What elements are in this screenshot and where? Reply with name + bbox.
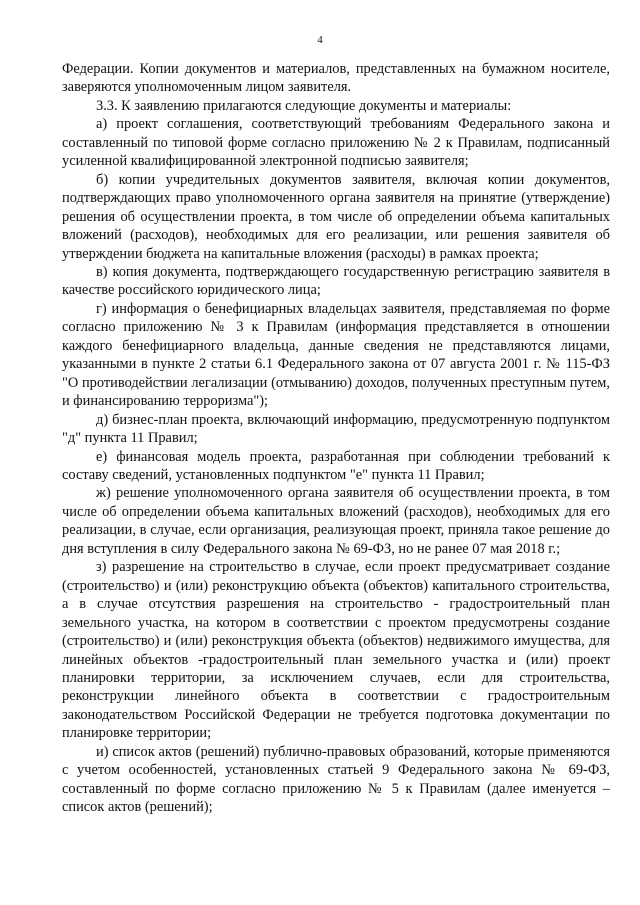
paragraph: Федерации. Копии документов и материалов, представленных на бумажном носителе, заверяются уполномоченным лицом заявителя. (62, 61, 610, 96)
paragraph: б) копии учредительных документов заявителя, включая копии документов, подтверждающих право уполномоченного органа заявителя на принятие (утверждение) решения об осуществлении проекта, в том числе об определении объема капитальных вложений (расходов), необходимых для его реализации, или решения заявителя об утверждении бюджета на капитальные вложения (расходы) в рамках проекта; (62, 171, 610, 262)
paragraph: в) копия документа, подтверждающего государственную регистрацию заявителя в качестве российского юридического лица; (62, 263, 610, 299)
paragraph: и) список актов (решений) публично-правовых образований, которые применяются с учетом особенностей, установленных статьей 9 Федерального закона № 69-ФЗ, составленный по форме согласно приложению № 5 к Правилам (далее именуется – список актов (решений); (62, 743, 610, 816)
paragraph: а) проект соглашения, соответствующий требованиям Федерального закона и составленный по типовой форме согласно приложению № 2 к Правилам, подписанный усиленной квалифицированной электронной подписью заявителя; (62, 116, 610, 170)
paragraph: г) информация о бенефициарных владельцах заявителя, представляемая по форме согласно приложению № 3 к Правилам (информация представляется в отношении каждого бенефициарного владельца, данные сведения не представляются лицами, указанными в пункте 2 статьи 6.1 Федерального закона от 07 августа 2001 г. № 115-ФЗ "О противодействии легализации (отмыванию) доходов, полученных преступным путем, и финансированию терроризма"); (62, 300, 610, 410)
paragraph: е) финансовая модель проекта, разработанная при соблюдении требований к составу сведений, установленных подпунктом "е" пункта 11 Правил; (62, 448, 610, 483)
paragraph: д) бизнес-план проекта, включающий информацию, предусмотренную подпунктом "д" пункта 11 Правил; (62, 411, 610, 447)
paragraph: 3.3. К заявлению прилагаются следующие документы и материалы: (96, 97, 512, 114)
paragraph: з) разрешение на строительство в случае, если проект предусматривает создание (строительство) и (или) реконструкцию объекта (объектов) капитального строительства, а в случае отсутствия разрешения на строительство - градостроительный план земельного участка, на котором в соответствии с проектом предусмотрены создание (строительство) и (или) реконструкция объекта (объектов) недвижимого имущества, для линейных объектов -градостроительный план земельного участка и (или) проект планировки территории, за исключением случаев, если для строительства, реконструкции линейного объекта в соответствии с градостроительным законодательством Российской Федерации не требуется подготовка документации по планировке территории; (62, 559, 610, 742)
page-number: 4 (317, 34, 323, 46)
paragraph: ж) решение уполномоченного органа заявителя об осуществлении проекта, в том числе об определении объема капитальных вложений (расходов), необходимых для его реализации, в случае, если организация, реализующая проект, приняла такое решение до дня вступления в силу Федерального закона № 69-ФЗ, но не ранее 07 мая 2018 г.; (62, 485, 610, 557)
document-body (62, 60, 610, 817)
